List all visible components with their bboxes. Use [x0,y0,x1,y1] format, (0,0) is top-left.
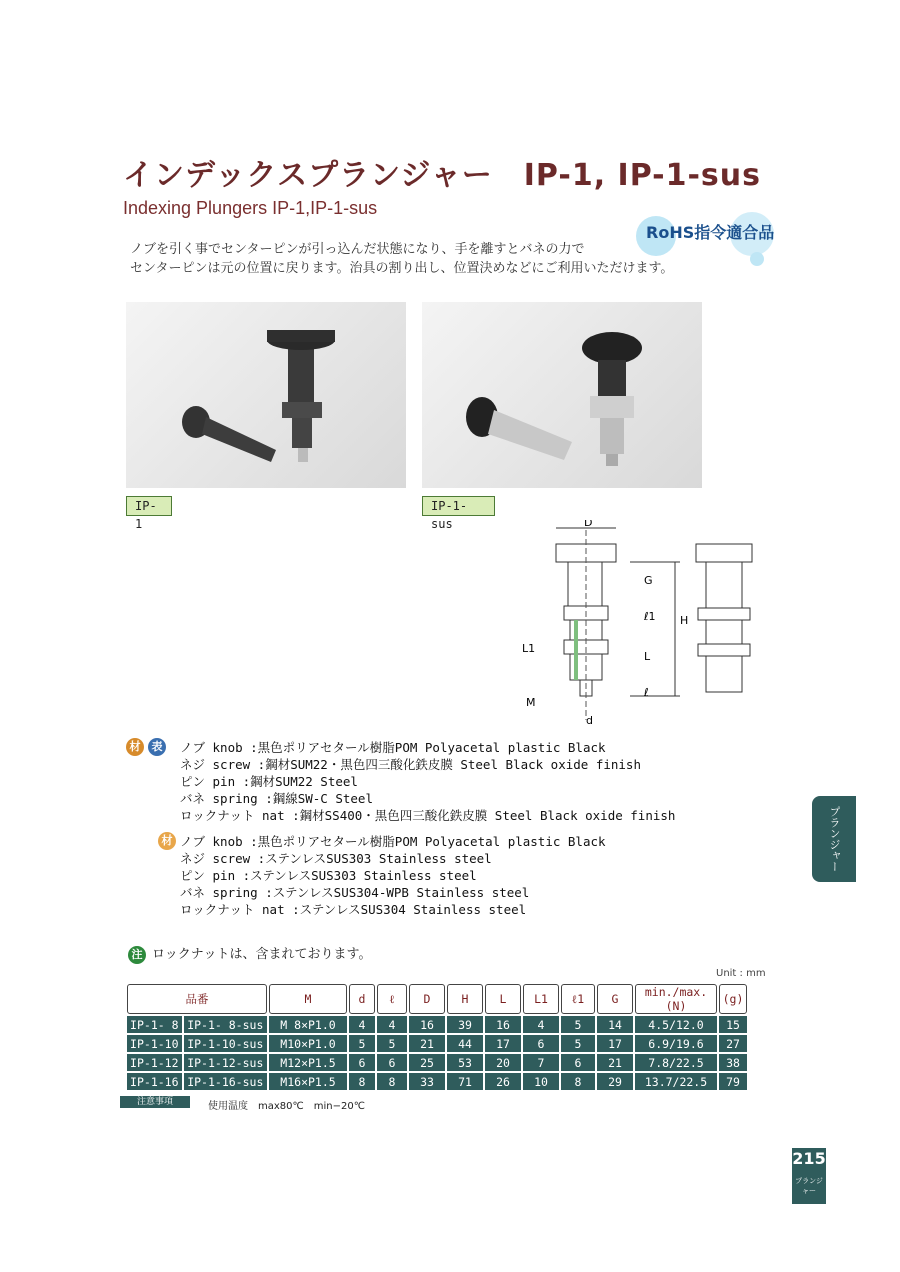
side-tab-label: プランジャー [828,806,841,872]
table-cell: IP-1-12-sus [184,1054,267,1071]
rohs-label: RoHS指令適合品 [646,223,775,242]
technical-drawing [520,520,760,730]
table-cell: 17 [597,1035,633,1052]
material-line: ロックナット nat :ステンレスSUS304 Stainless steel [180,902,527,917]
table-cell: 33 [409,1073,445,1090]
material-line: ネジ screw :鋼材SUM22・黒色四三酸化鉄皮膜 Steel Black oxide finish [180,757,641,772]
table-cell: 44 [447,1035,483,1052]
table-cell: 21 [597,1054,633,1071]
table-cell: 4 [349,1016,375,1033]
table-cell: 4.5/12.0 [635,1016,717,1033]
table-cell: 7 [523,1054,559,1071]
page-section: プランジャー [795,1177,823,1195]
table-cell: 20 [485,1054,521,1071]
material-icon: 材 [158,832,176,850]
table-cell: 27 [719,1035,747,1052]
table-header: L1 [523,984,559,1014]
table-header: min./max.(N) [635,984,717,1014]
material-line: バネ spring :鋼線SW-C Steel [180,791,373,806]
table-cell: 4 [377,1016,407,1033]
dim-label: ℓ [644,686,649,699]
table-cell: 21 [409,1035,445,1052]
material-icon: 材 [126,738,144,756]
table-cell: 17 [485,1035,521,1052]
description-line: センターピンは元の位置に戻ります。治具の割り出し、位置決めなどにご利用いただけます。 [130,261,674,276]
table-header: 品番 [127,984,267,1014]
photo-label-ip1: IP-1 [126,496,172,516]
table-header: M [269,984,347,1014]
material-line: ネジ screw :ステンレスSUS303 Stainless steel [180,851,492,866]
table-header: H [447,984,483,1014]
table-cell: 53 [447,1054,483,1071]
table-cell: 10 [523,1073,559,1090]
page-subtitle: Indexing Plungers IP-1,IP-1-sus [123,198,378,218]
description-line: ノブを引く事でセンターピンが引っ込んだ状態になり、手を離すとバネの力で [130,242,585,257]
table-cell: 38 [719,1054,747,1071]
material-line: ロックナット nat :鋼材SS400・黒色四三酸化鉄皮膜 Steel Black oxide finish [180,808,676,823]
table-header: ℓ1 [561,984,595,1014]
table-cell: IP-1- 8 [127,1016,182,1033]
dim-label: G [644,574,653,587]
table-header: D [409,984,445,1014]
table-cell: IP-1-10 [127,1035,182,1052]
table-header-row [127,984,747,1014]
table-cell: M16×P1.5 [269,1073,347,1090]
table-cell: 6.9/19.6 [635,1035,717,1052]
table-cell: 5 [377,1035,407,1052]
caution-text: 使用温度 max80℃ min−20℃ [208,1101,365,1112]
table-cell: 8 [349,1073,375,1090]
table-cell: 6 [523,1035,559,1052]
page-number: 215 [792,1149,826,1168]
table-cell: 13.7/22.5 [635,1073,717,1090]
spec-table [125,982,749,1092]
side-tab[interactable] [812,796,856,882]
dim-label: d [586,714,593,727]
table-cell: 16 [409,1016,445,1033]
table-cell: 6 [561,1054,595,1071]
dim-label: ℓ1 [644,610,656,623]
table-cell: IP-1-16-sus [184,1073,267,1090]
table-cell: 8 [561,1073,595,1090]
table-cell: 8 [377,1073,407,1090]
material-line: ピン pin :ステンレスSUS303 Stainless steel [180,868,477,883]
dim-label: L [644,650,651,663]
table-header: d [349,984,375,1014]
table-cell: 6 [349,1054,375,1071]
product-photo-ip1 [126,302,406,488]
table-row [127,1016,747,1033]
dim-label: H [680,614,689,627]
table-cell: 16 [485,1016,521,1033]
material-line: ノブ knob :黒色ポリアセタール樹脂POM Polyacetal plastic Black [180,740,606,755]
table-cell: 39 [447,1016,483,1033]
table-header: G [597,984,633,1014]
unit-label: Unit : mm [716,968,766,979]
table-cell: 5 [349,1035,375,1052]
table-cell: IP-1-10-sus [184,1035,267,1052]
table-cell: 79 [719,1073,747,1090]
table-cell: M 8×P1.0 [269,1016,347,1033]
dim-label: L1 [522,642,536,655]
page-title: インデックスプランジャー IP-1, IP-1-sus [123,158,762,193]
table-cell: 7.8/22.5 [635,1054,717,1071]
table-header: L [485,984,521,1014]
material-line: ノブ knob :黒色ポリアセタール樹脂POM Polyacetal plastic Black [180,834,606,849]
materials-ip1-sus [180,833,606,918]
table-cell: IP-1-12 [127,1054,182,1071]
table-cell: 6 [377,1054,407,1071]
table-row [127,1054,747,1071]
product-photo-ip1-sus [422,302,702,488]
table-cell: 5 [561,1016,595,1033]
table-cell: 29 [597,1073,633,1090]
table-cell: 4 [523,1016,559,1033]
table-cell: 25 [409,1054,445,1071]
table-cell: 14 [597,1016,633,1033]
table-cell: M12×P1.5 [269,1054,347,1071]
photo-label-ip1-sus: IP-1-sus [422,496,495,516]
note-icon: 注 [128,946,146,964]
table-header: (g) [719,984,747,1014]
material-line: ピン pin :鋼材SUM22 Steel [180,774,358,789]
caution-label: 注意事項 [120,1096,190,1108]
table-row [127,1073,747,1090]
table-cell: 26 [485,1073,521,1090]
table-cell: M10×P1.0 [269,1035,347,1052]
material-line: バネ spring :ステンレスSUS304-WPB Stainless steel [180,885,530,900]
materials-ip1 [180,739,675,824]
table-cell: 15 [719,1016,747,1033]
dim-label: M [526,696,536,709]
table-cell: 5 [561,1035,595,1052]
dim-label: D [584,520,593,529]
table-cell: 71 [447,1073,483,1090]
description [130,240,673,278]
table-row [127,1035,747,1052]
table-header: ℓ [377,984,407,1014]
table-cell: IP-1- 8-sus [184,1016,267,1033]
note-text: ロックナットは、含まれております。 [152,947,372,962]
table-cell: IP-1-16 [127,1073,182,1090]
surface-icon: 表 [148,738,166,756]
